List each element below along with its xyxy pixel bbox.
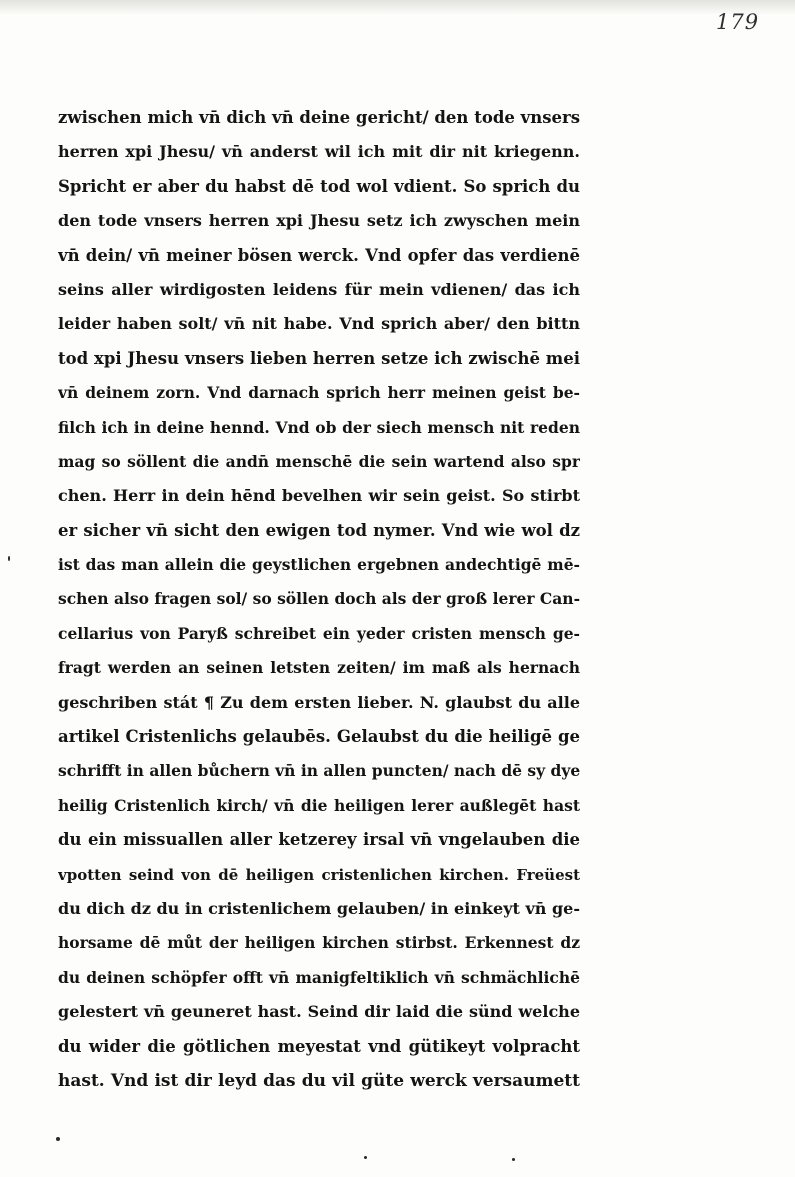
text-line: seins aller wirdigosten leidens für mein vdienen/ das ich <box>58 279 580 299</box>
ink-speck <box>56 1137 60 1141</box>
text-line: Spricht er aber du habst dē tod wol vdient. So sprich du <box>58 176 580 196</box>
scan-edge-shadow <box>0 0 795 14</box>
text-line: du dich dz du in cristenlichem gelauben/ in einkeyt vn̄ ge- <box>58 898 580 918</box>
text-line: schrifft in allen bůchern vn̄ in allen puncten/ nach dē sy dye <box>58 761 580 781</box>
ink-speck <box>364 1156 367 1159</box>
text-line: vn̄ deinem zorn. Vnd darnach sprich herr meinen geist be- <box>58 383 580 403</box>
text-line: du wider die götlichen meyestat vnd gütikeyt volpracht <box>58 1036 580 1056</box>
text-line: vpotten seind von dē heiligen cristenlichen kirchen. Freüest <box>58 865 580 884</box>
text-line: leider haben solt/ vn̄ nit habe. Vnd sprich aber/ den bittn <box>58 314 580 334</box>
folio-number: 179 <box>716 10 760 34</box>
text-line: geschriben stát ¶ Zu dem ersten lieber. N. glaubst du alle <box>58 692 580 712</box>
text-block <box>58 101 580 1098</box>
text-line: cellarius von Paryß schreibet ein yeder cristen mensch ge- <box>58 623 580 643</box>
text-line: tod xpi Jhesu vnsers lieben herren setze ich zwischē mei <box>58 348 580 368</box>
ink-speck <box>512 1158 515 1161</box>
text-line: zwischen mich vn̄ dich vn̄ deine gericht/ den tode vnsers <box>58 108 580 127</box>
text-line: chen. Herr in dein hēnd bevelhen wir sein geist. So stirbt <box>58 486 580 506</box>
text-line: er sicher vn̄ sicht den ewigen tod nymer. Vnd wie wol dz <box>58 520 580 540</box>
text-line: artikel Cristenlichs gelaubēs. Gelaubst du die heiligē ge <box>58 727 580 747</box>
text-line: filch ich in deine hennd. Vnd ob der siech mensch nit reden <box>58 417 580 437</box>
text-line: schen also fragen sol/ so söllen doch als der groß lerer Can- <box>58 589 580 609</box>
text-line: du ein missuallen aller ketzerey irsal vn̄ vngelauben die <box>58 830 580 850</box>
text-line: gelestert vn̄ geuneret hast. Seind dir laid die sünd welche <box>58 1002 580 1022</box>
text-line: ist das man allein die geystlichen ergebnen andechtigē mē- <box>58 555 580 575</box>
text-line: horsame dē můt der heiligen kirchen stirbst. Erkennest dz <box>58 933 580 953</box>
text-line: du deinen schöpfer offt vn̄ manigfeltiklich vn̄ schmächlichē <box>58 967 580 987</box>
text-line: vn̄ dein/ vn̄ meiner bösen werck. Vnd opfer das verdienē <box>58 245 580 265</box>
text-line: mag so söllent die andn̄ menschē die sein wartend also spr <box>58 451 580 471</box>
text-line: fragt werden an seinen letsten zeiten/ im maß als hernach <box>58 658 580 678</box>
text-line: hast. Vnd ist dir leyd das du vil güte werck versaumett <box>58 1070 580 1091</box>
ink-speck <box>8 556 10 561</box>
text-line: heilig Cristenlich kirch/ vn̄ die heiligen lerer außlegēt hast <box>58 795 580 815</box>
text-line: herren xpi Jhesu/ vn̄ anderst wil ich mit dir nit kriegenn. <box>58 142 580 162</box>
text-line: den tode vnsers herren xpi Jhesu setz ich zwyschen mein <box>58 211 580 231</box>
